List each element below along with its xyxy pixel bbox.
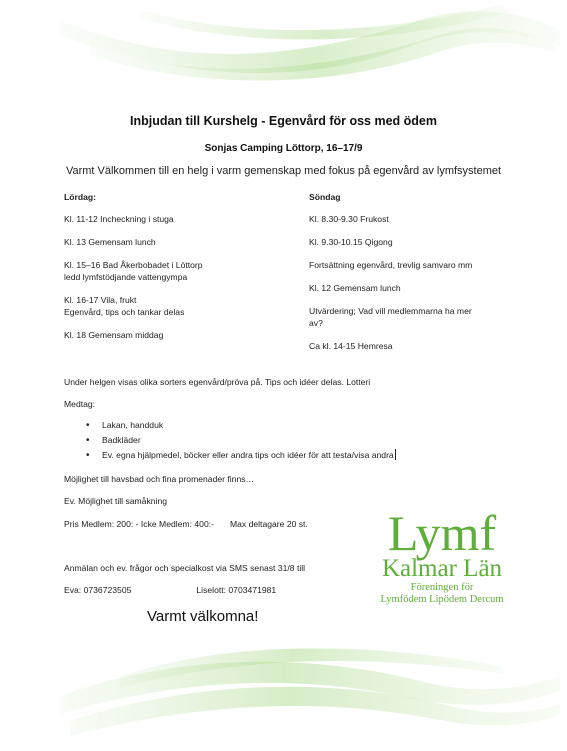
sea-text: Möjlighet till havsbad och fina promenader finns… <box>64 474 255 484</box>
logo-main-text: Lymf <box>387 505 497 561</box>
price-text: Pris Medlem: 200: - Icke Medlem: 400:- Max deltagare 20 st. <box>64 519 308 529</box>
schedule-item: Kl. 18 Gemensam middag <box>64 330 164 340</box>
schedule-item: Kl. 12 Gemensam lunch <box>309 283 401 293</box>
schedule-item: Kl. 13 Gemensam lunch <box>64 237 156 247</box>
event-location: Sonjas Camping Löttorp, 16–17/9 <box>204 143 363 154</box>
saturday-schedule <box>64 191 284 352</box>
during-weekend-text: Under helgen visas olika sorters egenvård/pröva på. Tips och idéer delas. Lotteri <box>64 377 371 387</box>
intro-text: Varmt Välkommen till en helg i varm gemenskap med fokus på egenvård av lymfsystemet <box>65 165 502 177</box>
schedule-item: Kl. 11-12 Incheckning i stuga <box>64 214 174 224</box>
schedule-item: Kl. 8.30-9.30 Frukost <box>309 214 389 224</box>
schedule-item: Utvärdering; Vad vill medlemmarna ha mer av? <box>309 306 472 328</box>
decorative-wave-bottom <box>0 636 567 751</box>
list-item: • Ev. egna hjälpmedel, böcker eller andra tips och idéer för att testa/visa andra <box>86 448 396 463</box>
schedule-item: Kl. 9.30-10.15 Qigong <box>309 237 393 247</box>
schedule-item: Ca kl. 14-15 Hemresa <box>309 341 393 351</box>
closing-text: Varmt välkomna! <box>147 608 259 625</box>
carpool-text: Ev. Möjlighet till samåkning <box>64 496 168 506</box>
contact-liselott: Liselott: 0703471981 <box>196 585 277 595</box>
schedule-item: Fortsättning egenvård, trevlig samvaro mm <box>309 260 473 270</box>
contact-eva: Eva: 0736723505 <box>64 585 132 595</box>
decorative-wave-top <box>0 0 567 90</box>
page-title: Inbjudan till Kurshelg - Egenvård för oss med ödem <box>130 114 437 128</box>
list-item: • Badkläder <box>86 433 396 448</box>
contacts-row <box>64 585 276 595</box>
lymf-kalmar-logo <box>362 505 522 606</box>
schedule-item: Kl. 16-17 Vila, frukt Egenvård, tips och tankar delas <box>64 295 185 317</box>
registration-text: Anmälan och ev. frågor och specialkost via SMS senast 31/8 till <box>64 563 306 573</box>
max-participants: Max deltagare 20 st. <box>229 519 308 529</box>
schedule-item: Kl. 15–16 Bad Åkerbobadet i Löttorp ledd lymfstödjande vattengympa <box>64 260 203 282</box>
sunday-schedule <box>309 191 514 363</box>
logo-line-1: Föreningen för <box>410 582 474 593</box>
logo-line-2: Lymfödem Lipödem Dercum <box>380 594 504 605</box>
bring-label: Medtag: <box>64 399 96 409</box>
logo-region-text: Kalmar Län <box>381 555 503 582</box>
text-cursor <box>395 449 396 460</box>
bring-list <box>86 418 396 463</box>
list-item: • Lakan, handduk <box>86 418 396 433</box>
sunday-heading: Söndag <box>309 192 341 202</box>
saturday-heading: Lördag: <box>64 192 96 202</box>
